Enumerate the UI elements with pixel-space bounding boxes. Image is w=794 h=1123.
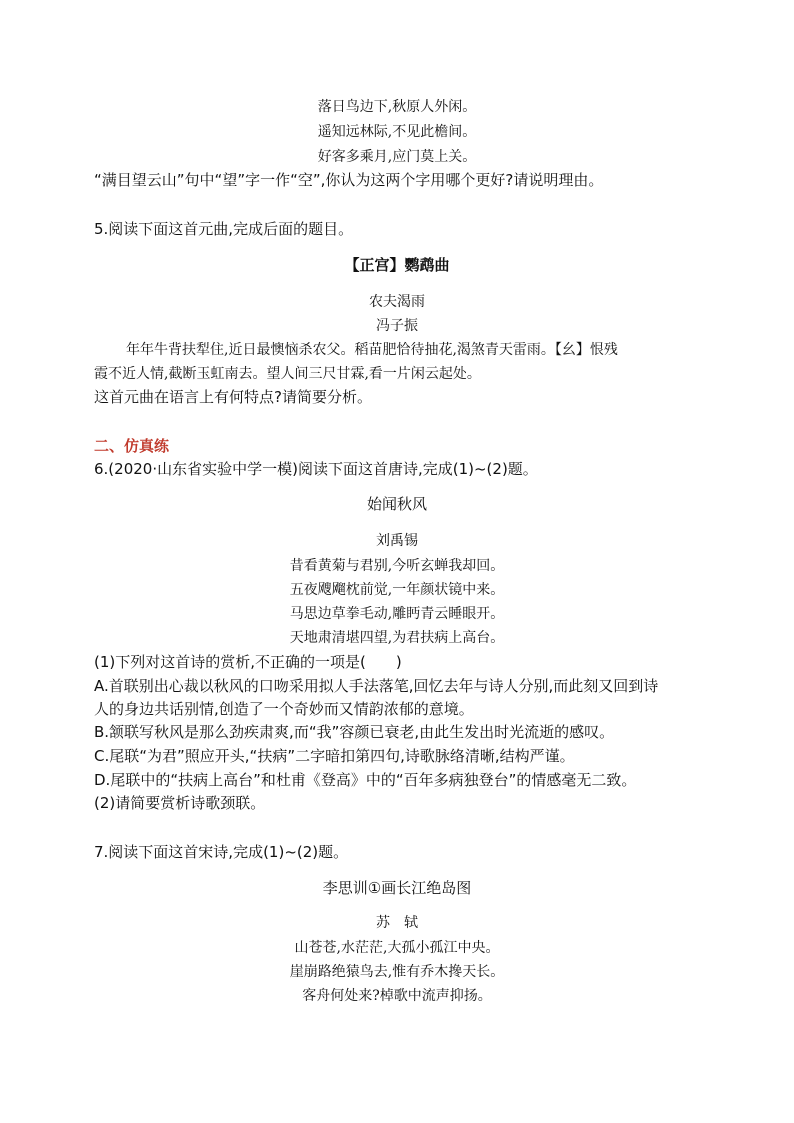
option-a-cont: 人的身边共话别情,创造了一个奇妙而又情韵浓郁的意境。 — [94, 700, 474, 718]
poem-line: 五夜飕飗枕前觉,一年颜状镜中来。 — [289, 582, 505, 598]
poem-line: 山苍苍,水茫茫,大孤小孤江中央。 — [294, 940, 500, 956]
sub-question-2: (2)请简要赏析诗歌颈联。 — [94, 794, 266, 812]
option-c: C.尾联“为君”照应开头,“扶病”二字暗扣第四句,诗歌脉络清晰,结构严谨。 — [94, 747, 575, 765]
option-a: A.首联别出心裁以秋风的口吻采用拟人手法落笔,回忆去年与诗人分别,而此刻又回到诗 — [94, 677, 659, 695]
qu-body-line: 霞不近人情,截断玉虹南去。望人间三尺甘霖,看一片闲云起处。 — [94, 366, 481, 382]
qu-author: 冯子振 — [376, 318, 418, 334]
qu-body-line: 年年牛背扶犁住,近日最懊恼杀农父。稻苗肥恰待抽花,渴煞青天雷雨。【幺】恨残 — [126, 342, 618, 358]
poem-line: 遥知远林际,不见此檐间。 — [317, 124, 477, 140]
question-5-prompt: 5.阅读下面这首元曲,完成后面的题目。 — [94, 220, 354, 238]
question-6-prompt: 6.(2020·山东省实验中学一模)阅读下面这首唐诗,完成(1)~(2)题。 — [94, 460, 538, 478]
option-b: B.颔联写秋风是那么劲疾肃爽,而“我”容颜已衰老,由此生发出时光流逝的感叹。 — [94, 723, 615, 741]
poem-line: 崖崩路绝猿鸟去,惟有乔木搀天长。 — [289, 964, 505, 980]
poem-line: 马思边草拳毛动,雕眄青云睡眼开。 — [289, 606, 505, 622]
poem-author: 苏 轼 — [376, 915, 418, 931]
poem-author: 刘禹锡 — [376, 533, 418, 549]
qu-title: 【正宫】鹦鹉曲 — [344, 256, 450, 274]
poem-line: 好客多乘月,应门莫上关。 — [317, 149, 477, 165]
poem-line: 天地肃清堪四望,为君扶病上高台。 — [289, 630, 505, 646]
question-7-prompt: 7.阅读下面这首宋诗,完成(1)~(2)题。 — [94, 843, 349, 861]
poem-line: 昔看黄菊与君别,今听玄蝉我却回。 — [289, 558, 505, 574]
poem-title: 李思训①画长江绝岛图 — [322, 879, 472, 897]
poem-title: 始闻秋风 — [366, 495, 427, 513]
qu-subtitle: 农夫渴雨 — [369, 294, 425, 310]
section-heading: 二、仿真练 — [94, 437, 170, 455]
option-d: D.尾联中的“扶病上高台”和杜甫《登高》中的“百年多病独登台”的情感毫无二致。 — [94, 771, 637, 789]
poem-line: 客舟何处来?棹歌中流声抑扬。 — [302, 988, 492, 1004]
question-4-prompt: “满目望云山”句中“望”字一作“空”,你认为这两个字用哪个更好?请说明理由。 — [94, 171, 604, 189]
sub-question-1: (1)下列对这首诗的赏析,不正确的一项是( ) — [94, 653, 402, 671]
poem-line: 落日鸟边下,秋原人外闲。 — [317, 99, 477, 115]
question-5-question: 这首元曲在语言上有何特点?请简要分析。 — [94, 388, 372, 406]
